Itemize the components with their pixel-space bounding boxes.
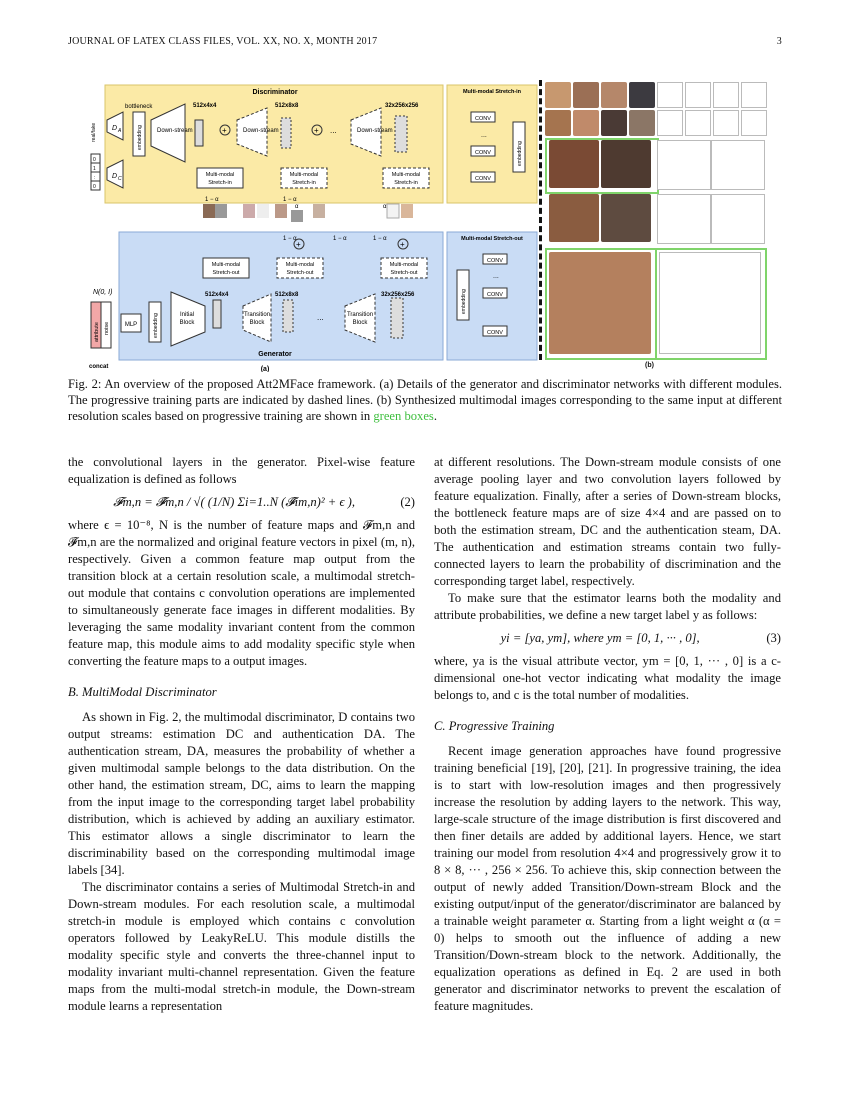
left-column xyxy=(68,454,415,1015)
figure-2 xyxy=(85,80,765,372)
paragraph: Recent image generation approaches have found progressive training beneficial [19], [20], [21]. In progressive training, the idea is to start with low-resolution images and then progressively increase the resolution by adding layers to the network. This way, large-scale structure of the image distribution is first discovered and then finer details are added by additional layers. Hence, we start training our model from resolution 4×4 and progressively grow it to 8 × 8, ··· , 256 × 256. To achieve this, skip connection between the output of newly added Transition/Down-stream Block and the existing output/input of the generator/discriminator are balanced by a trainable weight parameter α. Starting from a light weight α (α = 0) helps to smooth out the influence of adding a new Transition/Down-stream block to the network. Additionally, the equalization operations as defined in Eq. 2 are used in both generator and discriminator networks to prevent the escalation of feature magnitudes. xyxy=(434,744,781,1013)
svg-text:+: + xyxy=(400,240,405,249)
disc-res-4: 512x4x4 xyxy=(193,103,217,109)
svg-text:1: 1 xyxy=(93,166,96,172)
paragraph: To make sure that the estimator learns both the modality and attribute probabilities, we define a new target label y as follows: xyxy=(434,591,781,622)
svg-text:CONV: CONV xyxy=(475,176,491,182)
svg-text:CONV: CONV xyxy=(487,330,503,336)
svg-text:32x256x256: 32x256x256 xyxy=(381,292,415,298)
svg-text:Stretch-out: Stretch-out xyxy=(390,270,418,276)
disc-res-256: 32x256x256 xyxy=(385,103,419,109)
svg-text:Multi-modal Stretch-out: Multi-modal Stretch-out xyxy=(461,236,523,242)
svg-text:1 − α: 1 − α xyxy=(373,236,387,242)
paragraph: As shown in Fig. 2, the multimodal discriminator, D contains two output streams: estimation DC and authentication DA. The authentication stream, DA, measures the probability of whether a given multimodal sample belongs to the data distribution. On the other hand, the estimation stream, DC, aims to learn the mapping from the input image to the corresponding target label probability distribution, which is achieved by adding an auxiliary estimator. This estimator allows a single discriminator to learn the discriminability based on the corresponding multimodal image labels [34]. xyxy=(68,710,415,877)
svg-text:...: ... xyxy=(330,126,337,135)
svg-text:CONV: CONV xyxy=(487,258,503,264)
svg-text:Down-stream: Down-stream xyxy=(357,128,393,134)
svg-text:noise: noise xyxy=(104,321,110,335)
disc-res-8: 512x8x8 xyxy=(275,103,299,109)
svg-text:Multi-modal: Multi-modal xyxy=(391,172,421,178)
svg-text:...: ... xyxy=(481,132,487,139)
svg-text:+: + xyxy=(222,126,227,135)
discriminator-title: Discriminator xyxy=(252,89,298,96)
svg-text:CONV: CONV xyxy=(487,292,503,298)
svg-text:512x8x8: 512x8x8 xyxy=(275,292,299,298)
svg-text:Initial: Initial xyxy=(179,312,195,318)
svg-text:Stretch-in: Stretch-in xyxy=(292,180,316,186)
svg-text::: : xyxy=(94,175,96,181)
one-hot-vector xyxy=(91,154,100,190)
generator-title: Generator xyxy=(258,351,292,358)
svg-text:embedding: embedding xyxy=(517,141,523,166)
svg-text:+: + xyxy=(314,126,319,135)
journal-title: JOURNAL OF LATEX CLASS FILES, VOL. XX, NO. X, MONTH 2017 xyxy=(68,36,378,47)
paragraph: The discriminator contains a series of Multimodal Stretch-in and Down-stream modules. For each resolution scale, a multimodal stretch-in module is employed which contains c convolution operators followed by LeakyReLU. This module distills the modality specific style and converts the three-channel input to modality invariant multi-channel representation. Given the feature maps from the multi-modal stretch-in module, the Down-stream module learns a representation xyxy=(68,880,415,1013)
section-heading-c: C. Progressive Training xyxy=(434,719,555,733)
svg-text:Stretch-in: Stretch-in xyxy=(208,180,232,186)
svg-text:...: ... xyxy=(493,273,499,280)
dc-sub: C xyxy=(118,176,122,182)
svg-text:Stretch-out: Stretch-out xyxy=(286,270,314,276)
svg-text:CONV: CONV xyxy=(475,150,491,156)
svg-text:0: 0 xyxy=(93,184,96,190)
svg-text:Transition: Transition xyxy=(346,312,374,318)
svg-text:Multi-modal Stretch-in: Multi-modal Stretch-in xyxy=(462,89,522,95)
da-sub: A xyxy=(118,128,122,134)
section-heading-b: B. MultiModal Discriminator xyxy=(68,685,217,699)
svg-text:α: α xyxy=(383,204,387,210)
figure-divider xyxy=(539,80,542,360)
svg-text:1 − α: 1 − α xyxy=(283,197,297,203)
svg-text:Block: Block xyxy=(179,320,195,326)
svg-text:α: α xyxy=(295,204,299,210)
equation-3: yi = [ya, ym], where ym = [0, 1, ··· , 0], (3) xyxy=(500,631,781,645)
svg-text:1 − α: 1 − α xyxy=(283,236,297,242)
svg-text:Down-stream: Down-stream xyxy=(157,128,193,134)
svg-text:512x4x4: 512x4x4 xyxy=(205,292,229,298)
svg-text:+: + xyxy=(296,240,301,249)
paragraph: where ϵ = 10⁻⁸, N is the number of feature maps and 𝓕m,n and 𝓕̃m,n are the normalized and original feature vectors in pixel (m, n), respectively. Given a common feature map output from the transition block at a certain resolution scale, a multimodal stretch-out module that contains c convolution operations are implemented to simultaneously generate face images in different modalities. By leveraging the same modality invariant content from the common feature map, this module aims to add modality specific style when converting the feature maps to a output images. xyxy=(68,518,415,668)
svg-text:...: ... xyxy=(317,313,324,322)
svg-text:0: 0 xyxy=(93,157,96,163)
disc-embedding-label: embedding xyxy=(137,125,143,150)
architecture-diagram xyxy=(85,80,540,372)
svg-text:Block: Block xyxy=(352,320,368,326)
svg-text:CONV: CONV xyxy=(475,116,491,122)
face-grid xyxy=(545,82,765,369)
svg-text:Block: Block xyxy=(249,320,265,326)
svg-text:attribute: attribute xyxy=(94,322,100,342)
running-header xyxy=(68,36,782,47)
svg-text:MLP: MLP xyxy=(124,322,138,328)
svg-text:1 − α: 1 − α xyxy=(205,197,219,203)
concat-label: concat xyxy=(89,364,109,370)
equation-2: 𝓕m,n = 𝓕̃m,n / √( (1/N) Σi=1..N (𝓕̃im,n)² + ϵ ), (2) xyxy=(113,495,415,509)
svg-text:Transition: Transition xyxy=(243,312,271,318)
da-label: D xyxy=(112,125,118,132)
dc-label: D xyxy=(112,173,118,180)
paragraph: where, ya is the visual attribute vector, ym = [0, 1, ··· , 0] is a c-dimensional one-hot vector indicating what modality the image belongs to, and c is the total number of modalities. xyxy=(434,654,781,702)
svg-text:embedding: embedding xyxy=(461,289,467,314)
svg-text:Multi-modal: Multi-modal xyxy=(211,262,241,268)
realfake-label: real/fake xyxy=(91,122,97,142)
svg-text:Multi-modal: Multi-modal xyxy=(389,262,419,268)
green-boxes-text: green boxes xyxy=(373,409,434,423)
svg-text:Stretch-in: Stretch-in xyxy=(394,180,418,186)
svg-text:Multi-modal: Multi-modal xyxy=(285,262,315,268)
svg-text:Multi-modal: Multi-modal xyxy=(289,172,319,178)
svg-text:Down-stream: Down-stream xyxy=(243,128,279,134)
svg-text:Stretch-out: Stretch-out xyxy=(212,270,240,276)
svg-text:Multi-modal: Multi-modal xyxy=(205,172,235,178)
paragraph: at different resolutions. The Down-stream module consists of one average pooling layer and two convolution layers followed by feature equalization. Finally, after a series of Down-stream blocks, the bottleneck feature maps are of size 4×4 and are passed on to both the estimation stream, DC and the authentication steam, DA. The authentication and estimation streams contain two fully-connected layers to learn the probability of discrimination and the corresponding target label, respectively. xyxy=(434,455,781,588)
page-number: 3 xyxy=(776,36,782,47)
svg-text:embedding: embedding xyxy=(153,313,159,338)
subfig-b-label: (b) xyxy=(645,362,654,369)
subfig-a-label: (a) xyxy=(260,366,270,372)
svg-text:1 − α: 1 − α xyxy=(333,236,347,242)
figure-caption: Fig. 2: An overview of the proposed Att2MFace framework. (a) Details of the generator and discriminator networks with different modules. The progressive training parts are indicated by dashed lines. (b) Synthesized multimodal images corresponding to the same input at different resolution scales based on progressive training are shown in green boxes. xyxy=(68,377,782,423)
noise-dist-label: N(0, I) xyxy=(93,289,113,296)
bottleneck-label: bottleneck xyxy=(125,104,153,110)
paragraph: the convolutional layers in the generator. Pixel-wise feature equalization is defined as follows xyxy=(68,455,415,486)
right-column xyxy=(434,454,781,1015)
